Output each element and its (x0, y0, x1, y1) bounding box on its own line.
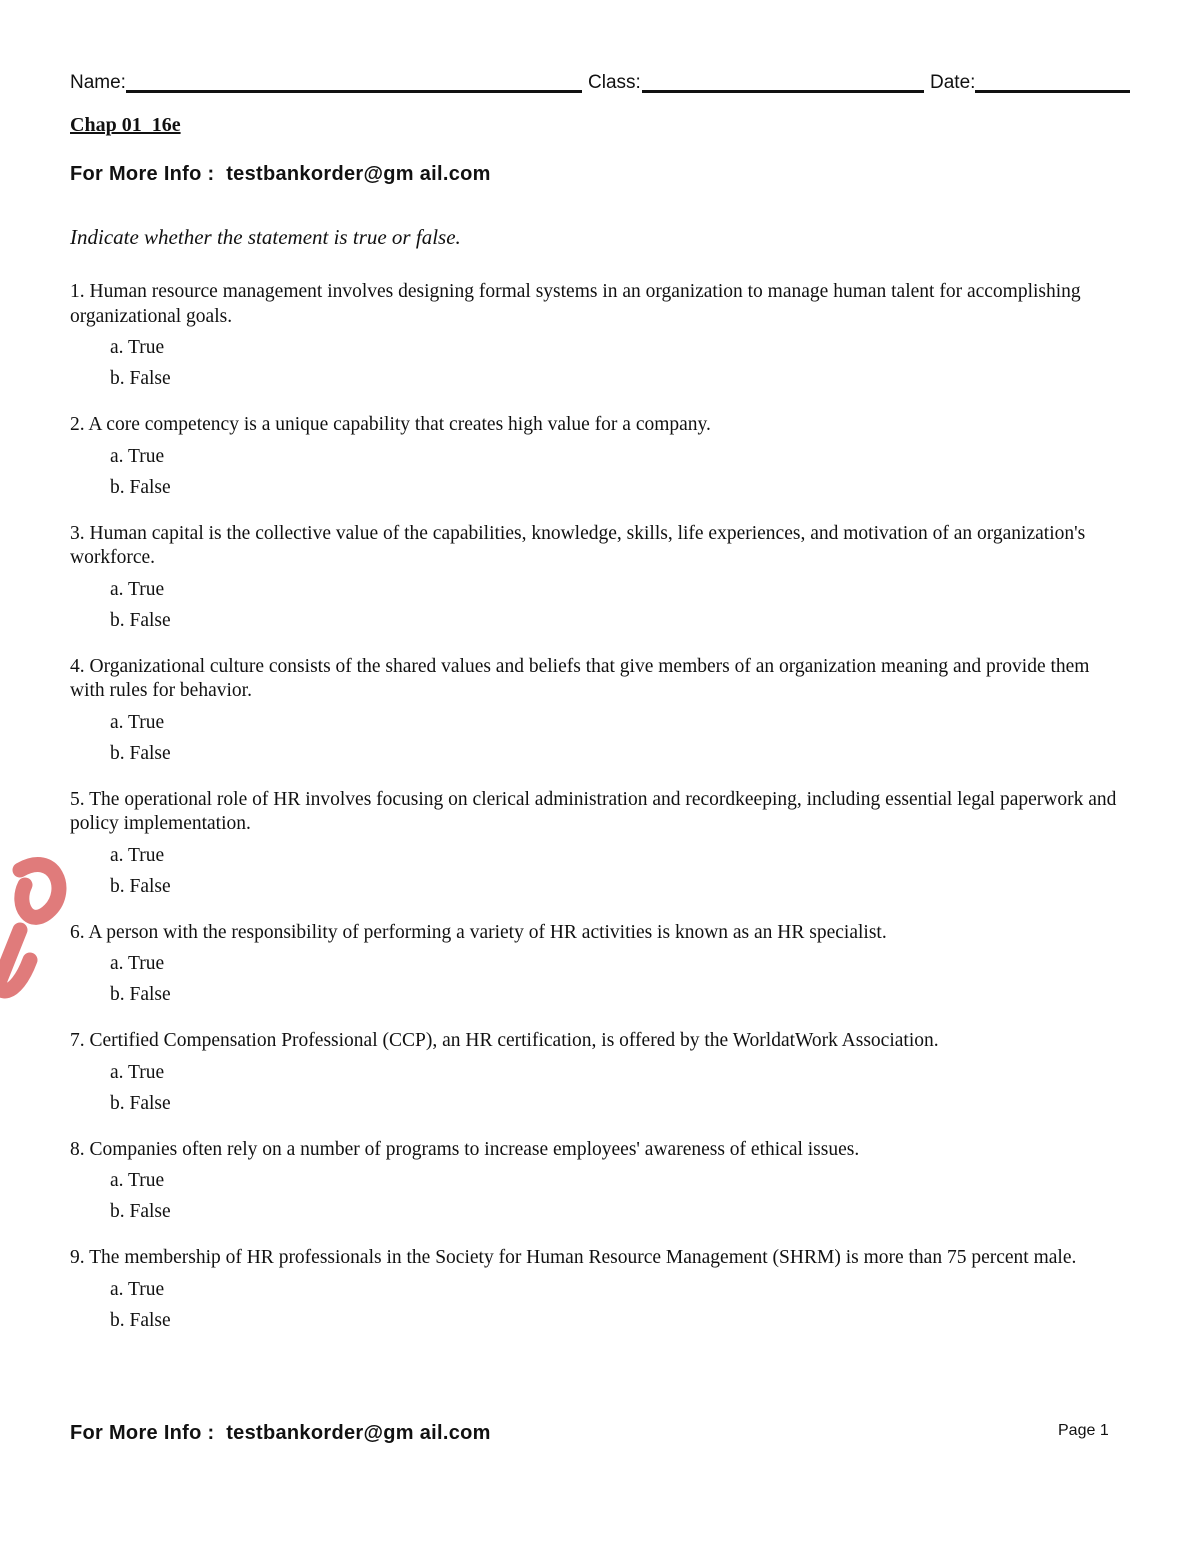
question-text: 2. A core competency is a unique capability that creates high value for a company. (70, 414, 711, 435)
question-item (70, 280, 1120, 391)
question-item (70, 1029, 1120, 1116)
option-false[interactable]: b. False (110, 368, 171, 389)
class-label: Class: (588, 72, 641, 93)
student-info-header (70, 68, 1130, 98)
question-text: 5. The operational role of HR involves focusing on clerical administration and recordkeeping, including essential legal paperwork and policy implementation. (70, 788, 1117, 834)
question-text: 1. Human resource management involves designing formal systems in an organization to manage human talent for accomplishing organizational goals. (70, 281, 1081, 327)
question-list (70, 280, 1120, 1355)
option-false[interactable]: b. False (110, 1309, 171, 1331)
contact-info-bottom: For More Info : testbankorder@gm ail.com (70, 1422, 491, 1444)
instructions: Indicate whether the statement is true or false. (70, 225, 461, 249)
date-field-line[interactable] (975, 90, 1130, 93)
name-label: Name: (70, 72, 126, 93)
date-label: Date: (930, 72, 976, 93)
option-true[interactable]: a. True (110, 953, 165, 974)
question-item (70, 1246, 1120, 1333)
option-true[interactable]: a. True (110, 578, 165, 600)
option-false[interactable]: b. False (110, 1201, 171, 1222)
option-false[interactable]: b. False (110, 984, 171, 1005)
option-false[interactable]: b. False (110, 742, 171, 764)
chapter-title: Chap 01_16e (70, 114, 181, 136)
watermark-graphic (0, 810, 90, 1020)
option-true[interactable]: a. True (110, 1278, 165, 1300)
question-item (70, 655, 1120, 766)
option-false[interactable]: b. False (110, 875, 171, 897)
watermark-strokes (0, 865, 59, 1005)
option-true[interactable]: a. True (110, 337, 165, 358)
question-item (70, 788, 1120, 899)
question-text: 6. A person with the responsibility of performing a variety of HR activities is known as an HR specialist. (70, 921, 887, 943)
option-false[interactable]: b. False (110, 1092, 171, 1114)
question-item (70, 1138, 1120, 1225)
option-true[interactable]: a. True (110, 844, 165, 866)
option-true[interactable]: a. True (110, 445, 165, 467)
name-field-line[interactable] (126, 90, 582, 93)
question-text: 9. The membership of HR professionals in the Society for Human Resource Management (SHRM) is more than 75 percent male. (70, 1247, 1077, 1268)
question-item (70, 413, 1120, 500)
class-field-line[interactable] (642, 90, 924, 93)
question-text: 4. Organizational culture consists of the shared values and beliefs that give members of an organization meaning and provide them with rules for behavior. (70, 655, 1090, 701)
question-text: 7. Certified Compensation Professional (CCP), an HR certification, is offered by the WorldatWork Association. (70, 1030, 939, 1051)
contact-info-top: For More Info : testbankorder@gm ail.com (70, 163, 491, 185)
page-number: Page 1 (1058, 1422, 1109, 1439)
option-false[interactable]: b. False (110, 609, 171, 631)
question-text: 8. Companies often rely on a number of programs to increase employees' awareness of ethical issues. (70, 1138, 860, 1160)
question-item (70, 921, 1120, 1008)
option-false[interactable]: b. False (110, 476, 171, 498)
option-true[interactable]: a. True (110, 1170, 165, 1191)
option-true[interactable]: a. True (110, 1061, 165, 1083)
option-true[interactable]: a. True (110, 711, 165, 733)
question-text: 3. Human capital is the collective value of the capabilities, knowledge, skills, life experiences, and motivation of an organization's workforce. (70, 522, 1086, 568)
question-item (70, 522, 1120, 633)
